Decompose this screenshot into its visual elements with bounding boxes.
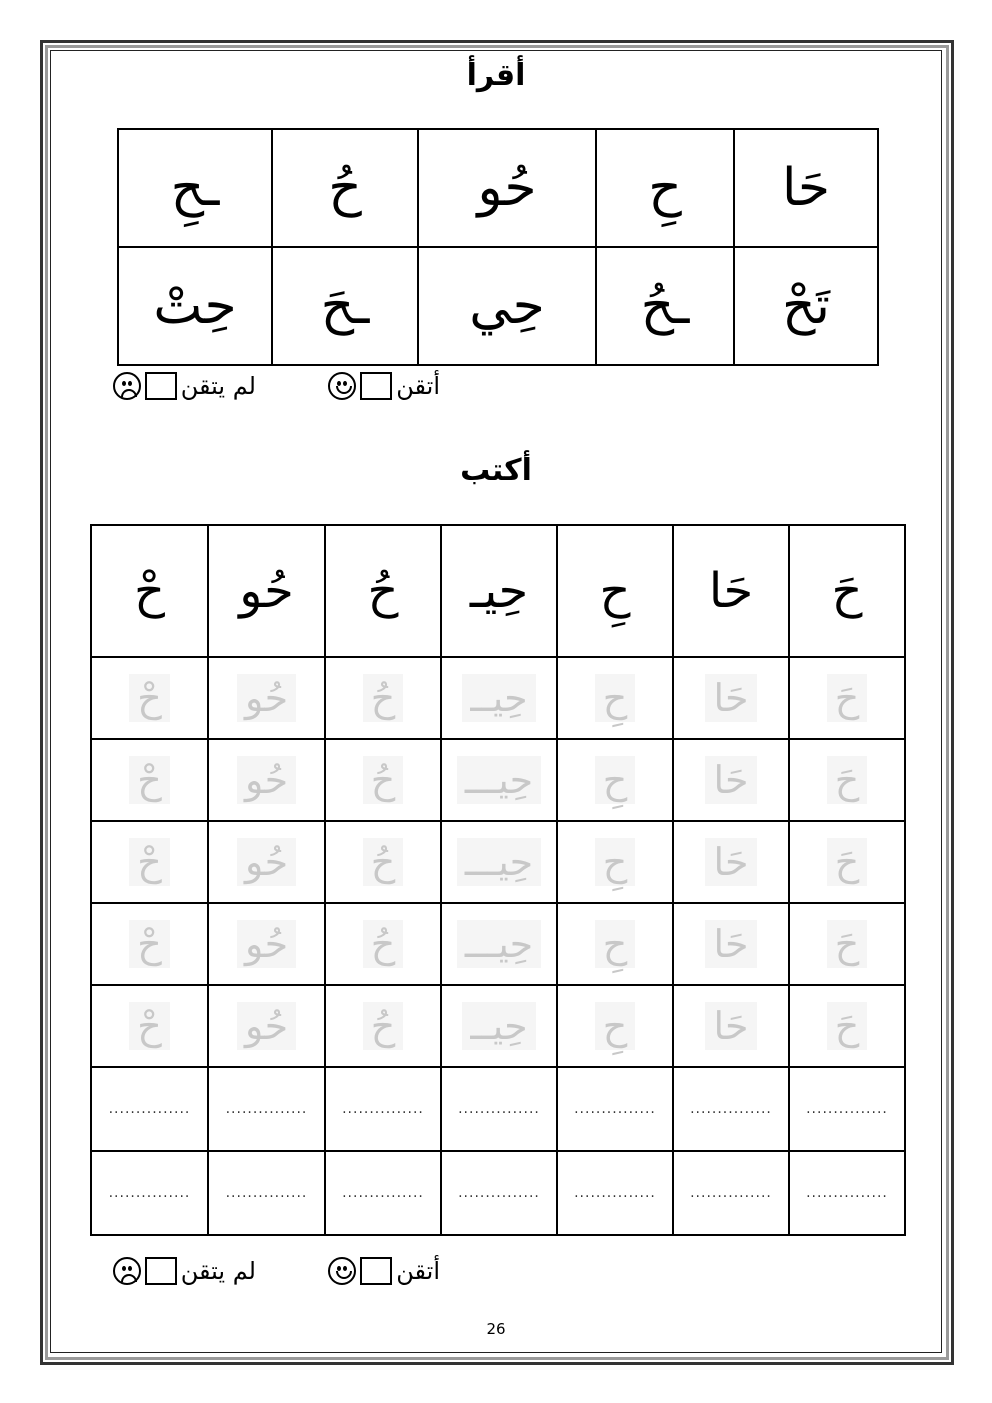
trace-letter: حُ xyxy=(363,674,404,722)
happy-face-icon xyxy=(328,1257,356,1285)
trace-cell[interactable] xyxy=(91,903,208,985)
read-cell: حِ xyxy=(596,129,734,247)
trace-letter: حْ xyxy=(129,1002,170,1050)
trace-cell[interactable] xyxy=(325,903,441,985)
trace-cell[interactable] xyxy=(441,739,557,821)
trace-cell[interactable] xyxy=(208,657,325,739)
trace-cell[interactable] xyxy=(557,657,673,739)
trace-letter: حْ xyxy=(129,838,170,886)
trace-cell[interactable] xyxy=(91,985,208,1067)
model-cell: حَ xyxy=(789,525,905,657)
trace-cell[interactable] xyxy=(557,985,673,1067)
read-row xyxy=(118,129,878,247)
trace-row xyxy=(91,821,905,903)
sad-face-icon xyxy=(113,372,141,400)
trace-letter: حِيــ xyxy=(462,1002,535,1050)
model-cell: حُ xyxy=(325,525,441,657)
trace-cell[interactable] xyxy=(325,821,441,903)
trace-cell[interactable] xyxy=(789,657,905,739)
trace-row xyxy=(91,739,905,821)
trace-cell[interactable] xyxy=(441,985,557,1067)
trace-row xyxy=(91,903,905,985)
trace-cell[interactable] xyxy=(673,657,789,739)
trace-cell[interactable] xyxy=(325,657,441,739)
trace-cell[interactable] xyxy=(789,821,905,903)
trace-letter: حَ xyxy=(827,920,868,968)
read-table xyxy=(117,128,879,366)
read-cell: ـحَ xyxy=(272,247,418,365)
mastered-checkbox[interactable] xyxy=(360,1257,392,1285)
not-mastered-label: لم يتقن xyxy=(180,372,256,400)
trace-letter: حِ xyxy=(595,756,636,804)
trace-letter: حِيــ xyxy=(462,674,535,722)
read-cell: حُو xyxy=(418,129,596,247)
trace-cell[interactable] xyxy=(789,903,905,985)
page-number: 26 xyxy=(486,1320,506,1338)
trace-cell[interactable] xyxy=(557,903,673,985)
trace-cell[interactable] xyxy=(673,985,789,1067)
read-cell: حِتْ xyxy=(118,247,272,365)
trace-cell[interactable] xyxy=(789,985,905,1067)
blank-write-cell[interactable]: ............... xyxy=(789,1151,905,1235)
blank-write-cell[interactable]: ............... xyxy=(208,1151,325,1235)
trace-letter: حَ xyxy=(827,838,868,886)
read-cell: تَحْ xyxy=(734,247,878,365)
trace-cell[interactable] xyxy=(208,739,325,821)
trace-cell[interactable] xyxy=(673,739,789,821)
trace-cell[interactable] xyxy=(91,821,208,903)
model-cell: حُو xyxy=(208,525,325,657)
trace-letter: حُ xyxy=(363,920,404,968)
mastered-checkbox[interactable] xyxy=(360,372,392,400)
mastered-label: أتقن xyxy=(396,372,440,400)
write-assessment xyxy=(110,1257,440,1297)
model-cell: حِيـ xyxy=(441,525,557,657)
mastered-label: أتقن xyxy=(396,1257,440,1285)
read-cell: حِي xyxy=(418,247,596,365)
blank-write-cell[interactable]: ............... xyxy=(789,1067,905,1151)
model-row xyxy=(91,525,905,657)
not-mastered-checkbox[interactable] xyxy=(145,372,177,400)
blank-write-cell[interactable]: ............... xyxy=(208,1067,325,1151)
trace-cell[interactable] xyxy=(208,903,325,985)
model-cell: حْ xyxy=(91,525,208,657)
trace-letter: حُ xyxy=(363,1002,404,1050)
trace-letter: حِ xyxy=(595,1002,636,1050)
blank-write-cell[interactable]: ............... xyxy=(673,1151,789,1235)
trace-letter: حَ xyxy=(827,1002,868,1050)
sad-face-icon xyxy=(113,1257,141,1285)
read-cell: حُ xyxy=(272,129,418,247)
trace-letter: حَا xyxy=(705,1002,756,1050)
trace-cell[interactable] xyxy=(91,739,208,821)
trace-letter: حُو xyxy=(237,1002,296,1050)
model-cell: حِ xyxy=(557,525,673,657)
trace-cell[interactable] xyxy=(789,739,905,821)
trace-letter: حُو xyxy=(237,756,296,804)
blank-write-cell[interactable]: ............... xyxy=(557,1151,673,1235)
trace-row xyxy=(91,657,905,739)
blank-write-cell[interactable]: ............... xyxy=(673,1067,789,1151)
read-heading: أقرأ xyxy=(466,58,526,93)
trace-letter: حُو xyxy=(237,920,296,968)
trace-letter: حَا xyxy=(705,920,756,968)
trace-cell[interactable] xyxy=(441,903,557,985)
trace-row xyxy=(91,985,905,1067)
trace-letter: حِيـــ xyxy=(457,838,541,886)
blank-write-cell[interactable]: ............... xyxy=(557,1067,673,1151)
trace-cell[interactable] xyxy=(441,657,557,739)
trace-cell[interactable] xyxy=(325,739,441,821)
trace-letter: حُ xyxy=(363,756,404,804)
blank-write-cell[interactable]: ............... xyxy=(441,1067,557,1151)
trace-letter: حْ xyxy=(129,674,170,722)
not-mastered-checkbox[interactable] xyxy=(145,1257,177,1285)
trace-cell[interactable] xyxy=(441,821,557,903)
trace-cell[interactable] xyxy=(557,821,673,903)
trace-letter: حَا xyxy=(705,674,756,722)
trace-cell[interactable] xyxy=(208,985,325,1067)
read-row xyxy=(118,247,878,365)
trace-letter: حِيـــ xyxy=(457,756,541,804)
blank-write-cell[interactable]: ............... xyxy=(91,1067,208,1151)
trace-cell[interactable] xyxy=(673,821,789,903)
trace-letter: حُ xyxy=(363,838,404,886)
write-heading: أكتب xyxy=(460,453,532,488)
trace-letter: حْ xyxy=(129,756,170,804)
model-cell: حَا xyxy=(673,525,789,657)
trace-letter: حِيـــ xyxy=(457,920,541,968)
blank-write-cell[interactable]: ............... xyxy=(441,1151,557,1235)
blank-write-cell[interactable]: ............... xyxy=(325,1151,441,1235)
read-cell: ـحُ xyxy=(596,247,734,365)
read-cell: ـحِ xyxy=(118,129,272,247)
trace-cell[interactable] xyxy=(673,903,789,985)
read-cell: حَا xyxy=(734,129,878,247)
trace-cell[interactable] xyxy=(208,821,325,903)
trace-letter: حِ xyxy=(595,674,636,722)
trace-letter: حْ xyxy=(129,920,170,968)
write-table xyxy=(90,524,906,1236)
trace-letter: حَ xyxy=(827,674,868,722)
blank-row xyxy=(91,1067,905,1151)
trace-letter: حَا xyxy=(705,756,756,804)
blank-write-cell[interactable]: ............... xyxy=(91,1151,208,1235)
trace-cell[interactable] xyxy=(91,657,208,739)
happy-face-icon xyxy=(328,372,356,400)
blank-row xyxy=(91,1151,905,1235)
trace-letter: حُو xyxy=(237,674,296,722)
trace-letter: حَ xyxy=(827,756,868,804)
trace-letter: حِ xyxy=(595,838,636,886)
read-assessment xyxy=(110,372,440,412)
trace-letter: حُو xyxy=(237,838,296,886)
trace-letter: حِ xyxy=(595,920,636,968)
trace-letter: حَا xyxy=(705,838,756,886)
blank-write-cell[interactable]: ............... xyxy=(325,1067,441,1151)
trace-cell[interactable] xyxy=(557,739,673,821)
not-mastered-label: لم يتقن xyxy=(180,1257,256,1285)
trace-cell[interactable] xyxy=(325,985,441,1067)
